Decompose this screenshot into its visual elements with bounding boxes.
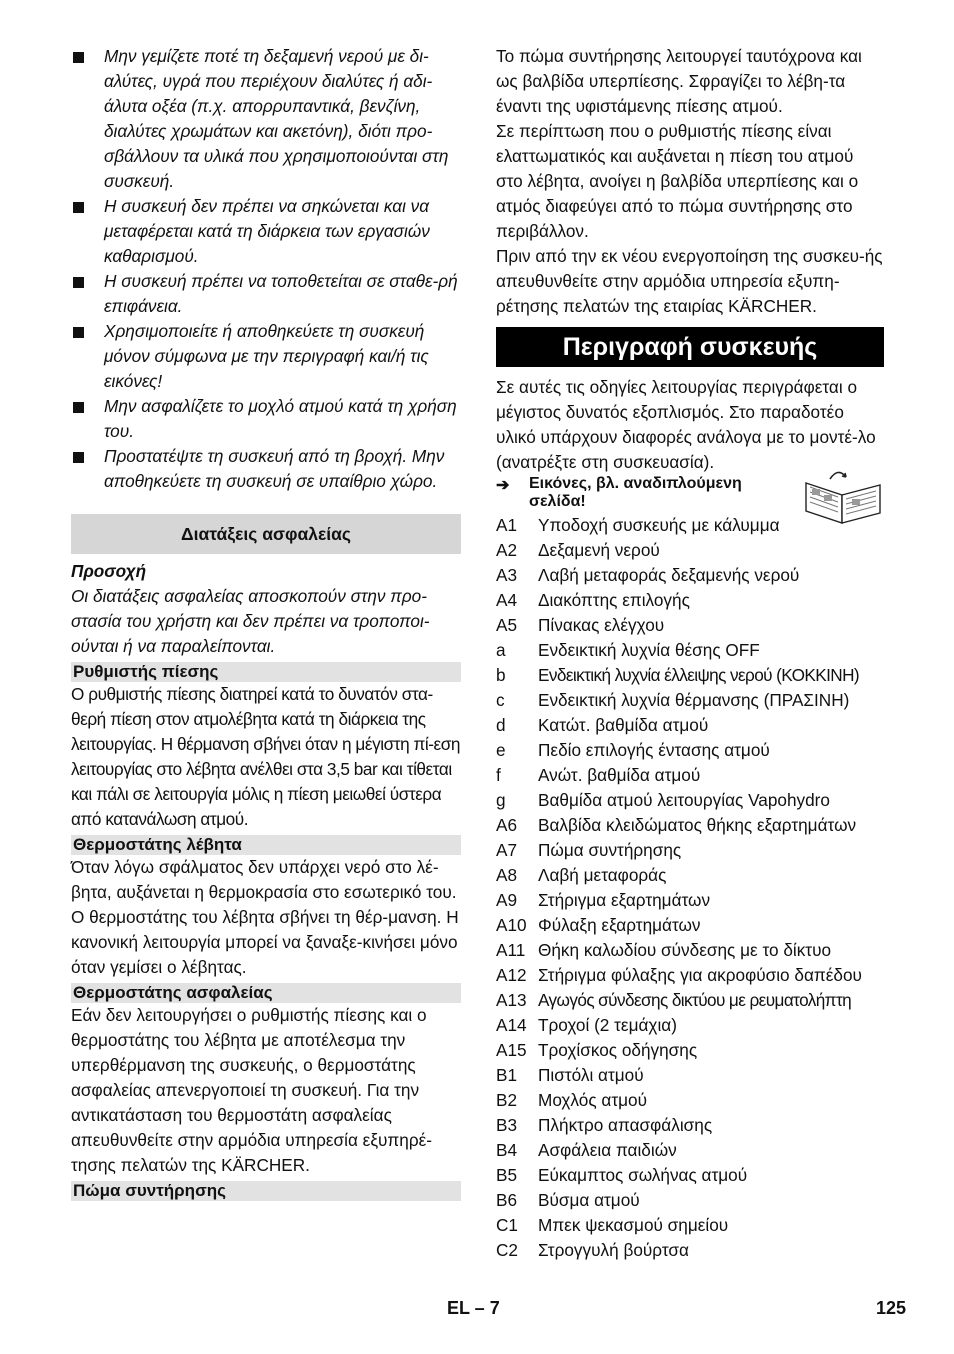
part-label: Πίνακας ελέγχου bbox=[538, 615, 665, 635]
part-label: Ενδεικτική λυχνία έλλειψης νερού (ΚΟΚΚΙΝΗ) bbox=[538, 665, 860, 685]
part-code: e bbox=[496, 740, 506, 760]
section-heading-safety-thermostat: Θερμοστάτης ασφαλείας bbox=[71, 983, 461, 1003]
figure-reference-text: Εικόνες, βλ. αναδιπλούμενη σελίδα! bbox=[529, 475, 742, 510]
part-code: B2 bbox=[496, 1090, 518, 1110]
arrow-right-icon: ➔ bbox=[496, 477, 510, 494]
footer-page-number: 125 bbox=[876, 1298, 907, 1318]
parts-list-item bbox=[496, 588, 884, 613]
parts-list-item bbox=[496, 638, 884, 663]
list-item: Μην γεμίζετε ποτέ τη δεξαμενή νερού με δι-αλύτες, υγρά που περιέχουν διαλύτες ή αδι-άλυτα οξέα (π.χ. απορρυπαντικά, βενζίνη, διαλύτες χρωμάτων και ακετόνη), διότι προ-σβάλλουν τα υλικά που χρησιμοποιούνται στη συσκευή. bbox=[71, 44, 461, 194]
footer-language-page: EL – 7 bbox=[447, 1298, 500, 1318]
list-item: Προστατέψτε τη συσκευή από τη βροχή. Μην αποθηκεύετε τη συσκευή σε υπαίθριο χώρο. bbox=[71, 444, 461, 494]
list-item: Η συσκευή δεν πρέπει να σηκώνεται και να μεταφέρεται κατά τη διάρκεια των εργασιών καθαρισμού. bbox=[71, 194, 461, 269]
part-code: B5 bbox=[496, 1165, 518, 1185]
parts-list-item bbox=[496, 813, 884, 838]
parts-list-item bbox=[496, 613, 884, 638]
parts-list-item bbox=[496, 1088, 884, 1113]
part-label: Αγωγός σύνδεσης δικτύου με ρευματολήπτη bbox=[538, 990, 852, 1010]
part-code: B1 bbox=[496, 1065, 518, 1085]
part-code: A12 bbox=[496, 965, 527, 985]
parts-list-item bbox=[496, 863, 884, 888]
parts-list-item bbox=[496, 763, 884, 788]
parts-list-item bbox=[496, 1063, 884, 1088]
part-code: c bbox=[496, 690, 505, 710]
safety-heading-box bbox=[71, 514, 461, 554]
part-label: Φύλαξη εξαρτημάτων bbox=[538, 915, 701, 935]
parts-list-item bbox=[496, 988, 884, 1013]
part-code: B6 bbox=[496, 1190, 518, 1210]
parts-list-item bbox=[496, 1238, 884, 1263]
section-heading-maintenance-cap: Πώμα συντήρησης bbox=[71, 1181, 461, 1201]
part-label: Ενδεικτική λυχνία θέρμανσης (ΠΡΑΣΙΝΗ) bbox=[538, 690, 850, 710]
parts-list-item bbox=[496, 738, 884, 763]
part-code: A4 bbox=[496, 590, 518, 610]
part-label: Θήκη καλωδίου σύνδεσης με το δίκτυο bbox=[538, 940, 832, 960]
part-label: Στρογγυλή βούρτσα bbox=[538, 1240, 689, 1260]
attention-text: Οι διατάξεις ασφαλείας αποσκοπούν στην προ-στασία του χρήστη και δεν πρέπει να τροποποι-ούνται ή να παραλείπονται. bbox=[71, 586, 430, 656]
section-title-device-description: Περιγραφή συσκευής bbox=[496, 327, 884, 367]
part-code: A9 bbox=[496, 890, 518, 910]
parts-list-item bbox=[496, 888, 884, 913]
part-code: a bbox=[496, 640, 506, 660]
section-heading-boiler-thermostat: Θερμοστάτης λέβητα bbox=[71, 835, 461, 855]
part-label: Στήριγμα φύλαξης για ακροφύσιο δαπέδου bbox=[538, 965, 862, 985]
part-label: Μπεκ ψεκασμού σημείου bbox=[538, 1215, 729, 1235]
fold-out-book-icon bbox=[802, 469, 884, 525]
part-code: A13 bbox=[496, 990, 527, 1010]
parts-list-item bbox=[496, 663, 884, 688]
part-label: Στήριγμα εξαρτημάτων bbox=[538, 890, 711, 910]
parts-list-item bbox=[496, 563, 884, 588]
part-code: A8 bbox=[496, 865, 518, 885]
list-item: Χρησιμοποιείτε ή αποθηκεύετε τη συσκευή μόνον σύμφωνα με την περιγραφή και/ή τις εικόνες! bbox=[71, 319, 461, 394]
attention-title: Προσοχή bbox=[71, 561, 147, 581]
section-text-pressure-regulator: Ο ρυθμιστής πίεσης διατηρεί κατά το δυνατόν στα-θερή πίεση στον ατμολέβητα κατά τη διάρκεια της λειτουργίας. Η θέρμανση σβήνει όταν η μέγιστη πί-εση λειτουργίας στο λέβητα ανέλθει στα 3,5 bar και τίθεται και πάλι σε λειτουργία μόλις η πίεση μειωθεί ύστερα από κατανάλωση ατμού. bbox=[71, 684, 461, 829]
parts-list-item bbox=[496, 963, 884, 988]
part-label: Εύκαμπτος σωλήνας ατμού bbox=[538, 1165, 748, 1185]
part-label: Βαλβίδα κλειδώματος θήκης εξαρτημάτων bbox=[538, 815, 857, 835]
part-label: Ανώτ. βαθμίδα ατμού bbox=[538, 765, 701, 785]
part-code: g bbox=[496, 790, 506, 810]
part-label: Μοχλός ατμού bbox=[538, 1090, 647, 1110]
part-code: A11 bbox=[496, 940, 526, 960]
part-label: Βαθμίδα ατμού λειτουργίας Vapohydro bbox=[538, 790, 830, 810]
left-column bbox=[71, 44, 461, 1201]
section-text-boiler-thermostat: Όταν λόγω σφάλματος δεν υπάρχει νερό στο λέ-βητα, αυξάνεται η θερμοκρασία στο εσωτερικό του. Ο θερμοστάτης του λέβητα σβήνει τη θέρ-μανση. Η κανονική λειτουργία μπορεί να ξαναξε-κινήσει μόνο όταν γεμίσει ο λέβητας. bbox=[71, 857, 459, 977]
part-code: A2 bbox=[496, 540, 518, 560]
safety-heading: Διατάξεις ασφαλείας bbox=[181, 523, 351, 544]
figure-reference bbox=[496, 475, 884, 511]
part-code: A10 bbox=[496, 915, 527, 935]
parts-list-item bbox=[496, 1038, 884, 1063]
part-code: C1 bbox=[496, 1215, 518, 1235]
part-label: Πιστόλι ατμού bbox=[538, 1065, 644, 1085]
part-label: Πλήκτρο απασφάλισης bbox=[538, 1115, 713, 1135]
part-label: Λαβή μεταφοράς δεξαμενής νερού bbox=[538, 565, 800, 585]
part-code: b bbox=[496, 665, 506, 685]
part-label: Διακόπτης επιλογής bbox=[538, 590, 690, 610]
part-code: A3 bbox=[496, 565, 518, 585]
parts-list bbox=[496, 513, 884, 1263]
warning-list bbox=[71, 44, 461, 494]
part-code: A1 bbox=[496, 515, 518, 535]
intro-paragraph: Το πώμα συντήρησης λειτουργεί ταυτόχρονα και ως βαλβίδα υπερπίεσης. Σφραγίζει το λέβη-τα έναντι της υφιστάμενης πίεσης ατμού. bbox=[496, 46, 862, 116]
parts-list-item bbox=[496, 688, 884, 713]
part-label: Τροχίσκος οδήγησης bbox=[538, 1040, 698, 1060]
parts-list-item bbox=[496, 538, 884, 563]
parts-list-item bbox=[496, 938, 884, 963]
part-code: A6 bbox=[496, 815, 518, 835]
part-code: d bbox=[496, 715, 506, 735]
part-code: B4 bbox=[496, 1140, 518, 1160]
part-code: A5 bbox=[496, 615, 518, 635]
parts-list-item bbox=[496, 1113, 884, 1138]
section-heading-pressure-regulator: Ρυθμιστής πίεσης bbox=[71, 662, 461, 682]
part-label: Δεξαμενή νερού bbox=[538, 540, 660, 560]
part-label: Ασφάλεια παιδιών bbox=[538, 1140, 677, 1160]
part-label: Υποδοχή συσκευής με κάλυμμα bbox=[538, 515, 780, 535]
part-code: A7 bbox=[496, 840, 518, 860]
service-paragraph: Πριν από την εκ νέου ενεργοποίηση της συσκευ-ής απευθυνθείτε στην αρμόδια υπηρεσία εξυπη-ρέτησης πελατών της εταιρίας KÄRCHER. bbox=[496, 246, 883, 316]
part-code: f bbox=[496, 765, 501, 785]
part-label: Κατώτ. βαθμίδα ατμού bbox=[538, 715, 709, 735]
part-label: Τροχοί (2 τεμάχια) bbox=[538, 1015, 677, 1035]
description-paragraph: Σε αυτές τις οδηγίες λειτουργίας περιγράφεται ο μέγιστος δυνατός εξοπλισμός. Στο παραδοτέο υλικό υπάρχουν διαφορές ανάλογα με το μοντέ-λο (ανατρέξτε στη συσκευασία). bbox=[496, 377, 876, 472]
square-bullet-icon bbox=[73, 327, 84, 338]
overpressure-paragraph: Σε περίπτωση που ο ρυθμιστής πίεσης είναι ελαττωματικός και αυξάνεται η πίεση του ατμού στο λέβητα, ανοίγει η βαλβίδα υπερπίεσης και ο ατμός διαφεύγει από το πώμα συντήρησης στο περιβάλλον. bbox=[496, 121, 859, 241]
parts-list-item bbox=[496, 1213, 884, 1238]
square-bullet-icon bbox=[73, 277, 84, 288]
parts-list-item bbox=[496, 1138, 884, 1163]
section-text-safety-thermostat: Εάν δεν λειτουργήσει ο ρυθμιστής πίεσης και ο θερμοστάτης του λέβητα με αποτέλεσμα την υπερθέρμανση της συσκευής, ο θερμοστάτης ασφαλείας απενεργοποιεί τη συσκευή. Για την αντικατάσταση του θερμοστάτη ασφαλείας απευθυνθείτε στην αρμόδια υπηρεσία εξυπηρέ-τησης πελατών της KÄRCHER. bbox=[71, 1005, 433, 1175]
parts-list-item bbox=[496, 1163, 884, 1188]
square-bullet-icon bbox=[73, 402, 84, 413]
right-column bbox=[496, 44, 884, 1263]
part-label: Βύσμα ατμού bbox=[538, 1190, 640, 1210]
parts-list-item bbox=[496, 1188, 884, 1213]
part-code: B3 bbox=[496, 1115, 518, 1135]
part-code: A14 bbox=[496, 1015, 527, 1035]
part-label: Πώμα συντήρησης bbox=[538, 840, 682, 860]
parts-list-item bbox=[496, 838, 884, 863]
list-item: Μην ασφαλίζετε το μοχλό ατμού κατά τη χρήση του. bbox=[71, 394, 461, 444]
parts-list-item bbox=[496, 1013, 884, 1038]
parts-list-item bbox=[496, 913, 884, 938]
square-bullet-icon bbox=[73, 452, 84, 463]
part-label: Ενδεικτική λυχνία θέσης OFF bbox=[538, 640, 760, 660]
square-bullet-icon bbox=[73, 202, 84, 213]
parts-list-item bbox=[496, 713, 884, 738]
part-label: Πεδίο επιλογής έντασης ατμού bbox=[538, 740, 770, 760]
parts-list-item bbox=[496, 788, 884, 813]
part-code: C2 bbox=[496, 1240, 518, 1260]
part-code: A15 bbox=[496, 1040, 527, 1060]
list-item: Η συσκευή πρέπει να τοποθετείται σε σταθε-ρή επιφάνεια. bbox=[71, 269, 461, 319]
part-label: Λαβή μεταφοράς bbox=[538, 865, 667, 885]
square-bullet-icon bbox=[73, 52, 84, 63]
